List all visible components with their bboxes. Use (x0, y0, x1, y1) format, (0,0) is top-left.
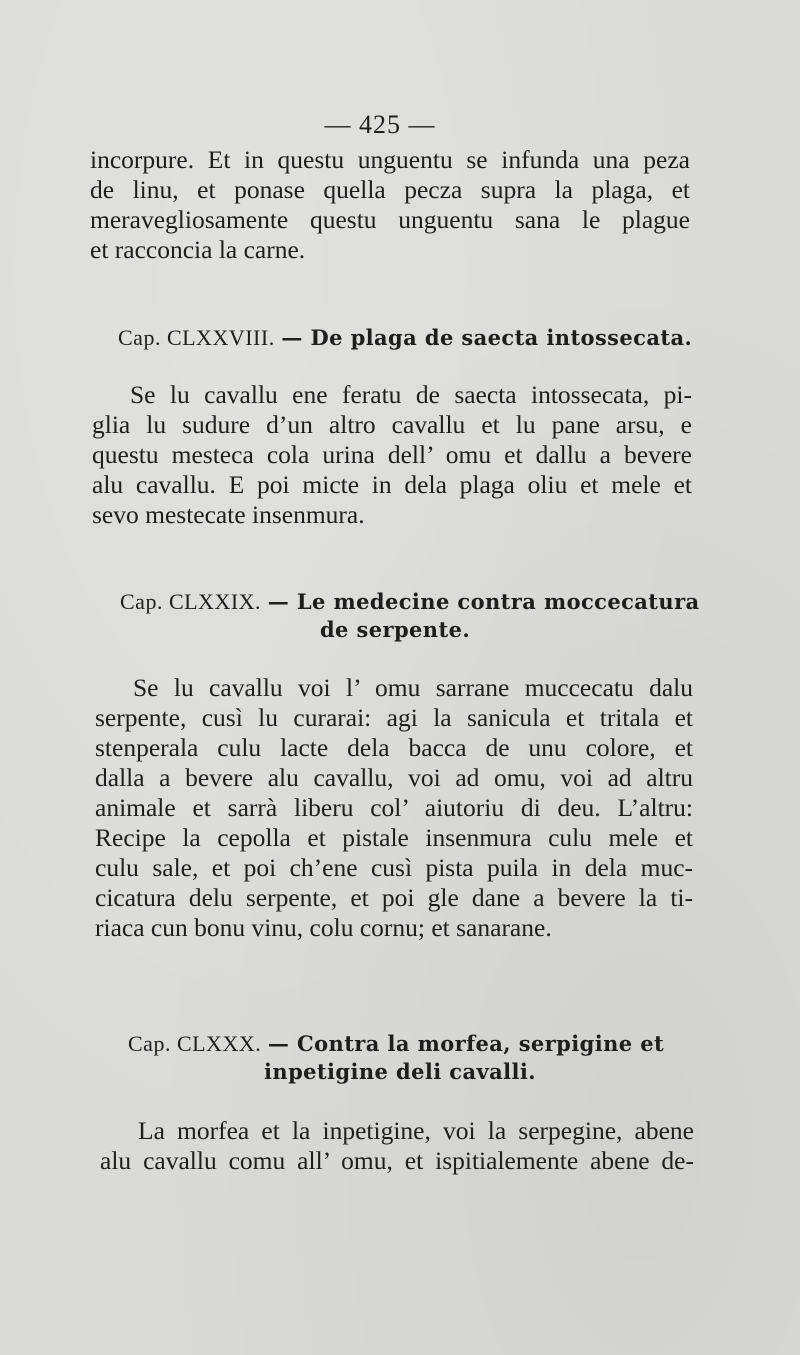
page-number: — 425 — (324, 110, 436, 139)
text-line: questu mesteca cola urina dell’ omu et dallu a bevere (92, 440, 692, 469)
chapter-title: — De plaga de saecta intossecata. (281, 325, 693, 350)
chapter-heading (120, 588, 700, 616)
text-line: riaca cun bonu vinu, colu cornu; et sanarane. (95, 913, 552, 942)
chapter-number: Cap. CLXXX. (128, 1031, 262, 1056)
text-line: culu sale, et poi ch’ene cusì pista puila in dela muc- (95, 853, 693, 882)
text-line: animale et sarrà liberu col’ aiutoriu di deu. L’altru: (95, 793, 693, 822)
chapter-title: de serpente. (319, 617, 471, 642)
chapter-title: inpetigine deli cavalli. (264, 1059, 536, 1084)
text-line: La morfea et la inpetigine, voi la serpegine, abene (138, 1116, 694, 1145)
chapter-title: — Contra la morfea, serpigine et (267, 1031, 665, 1056)
chapter-title: — Le medecine contra moccecatura (267, 589, 700, 614)
chapter-title-continued (0, 616, 790, 644)
text-line: stenperala culu lacte dela bacca de unu colore, et (95, 733, 693, 762)
text-line: et racconcia la carne. (90, 235, 306, 264)
chapter-heading (118, 324, 692, 352)
text-line: alu cavallu comu all’ omu, et ispitialemente abene de- (100, 1146, 694, 1175)
chapter-number: Cap. CLXXIX. (120, 589, 262, 614)
chapter-title-continued (0, 1058, 800, 1086)
text-line: incorpure. Et in questu unguentu se infunda una peza (90, 145, 690, 174)
text-line: serpente, cusì lu curarai: agi la sanicula et tritala et (95, 703, 693, 732)
text-line: Recipe la cepolla et pistale insenmura culu mele et (95, 823, 693, 852)
text-line: dalla a bevere alu cavallu, voi ad omu, voi ad altru (95, 763, 693, 792)
text-line: sevo mestecate insenmura. (92, 500, 365, 529)
chapter-number: Cap. CLXXVIII. (118, 325, 275, 350)
text-line: glia lu sudure d’un altro cavallu et lu pane arsu, e (92, 410, 692, 439)
text-line: meravegliosamente questu unguentu sana le plague (90, 205, 690, 234)
chapter-paragraph (95, 673, 693, 943)
text-line: de linu, et ponase quella pecza supra la plaga, et (90, 175, 690, 204)
text-line: Se lu cavallu ene feratu de saecta intossecata, pi- (130, 380, 692, 409)
chapter-paragraph (100, 1116, 694, 1176)
text-line: cicatura delu serpente, et poi gle dane a bevere la ti- (95, 883, 693, 912)
intro-paragraph (90, 145, 690, 265)
text-line: alu cavallu. E poi micte in dela plaga oliu et mele et (92, 470, 692, 499)
chapter-heading (128, 1030, 664, 1058)
chapter-paragraph (92, 380, 692, 530)
text-line: Se lu cavallu voi l’ omu sarrane muccecatu dalu (133, 673, 693, 702)
